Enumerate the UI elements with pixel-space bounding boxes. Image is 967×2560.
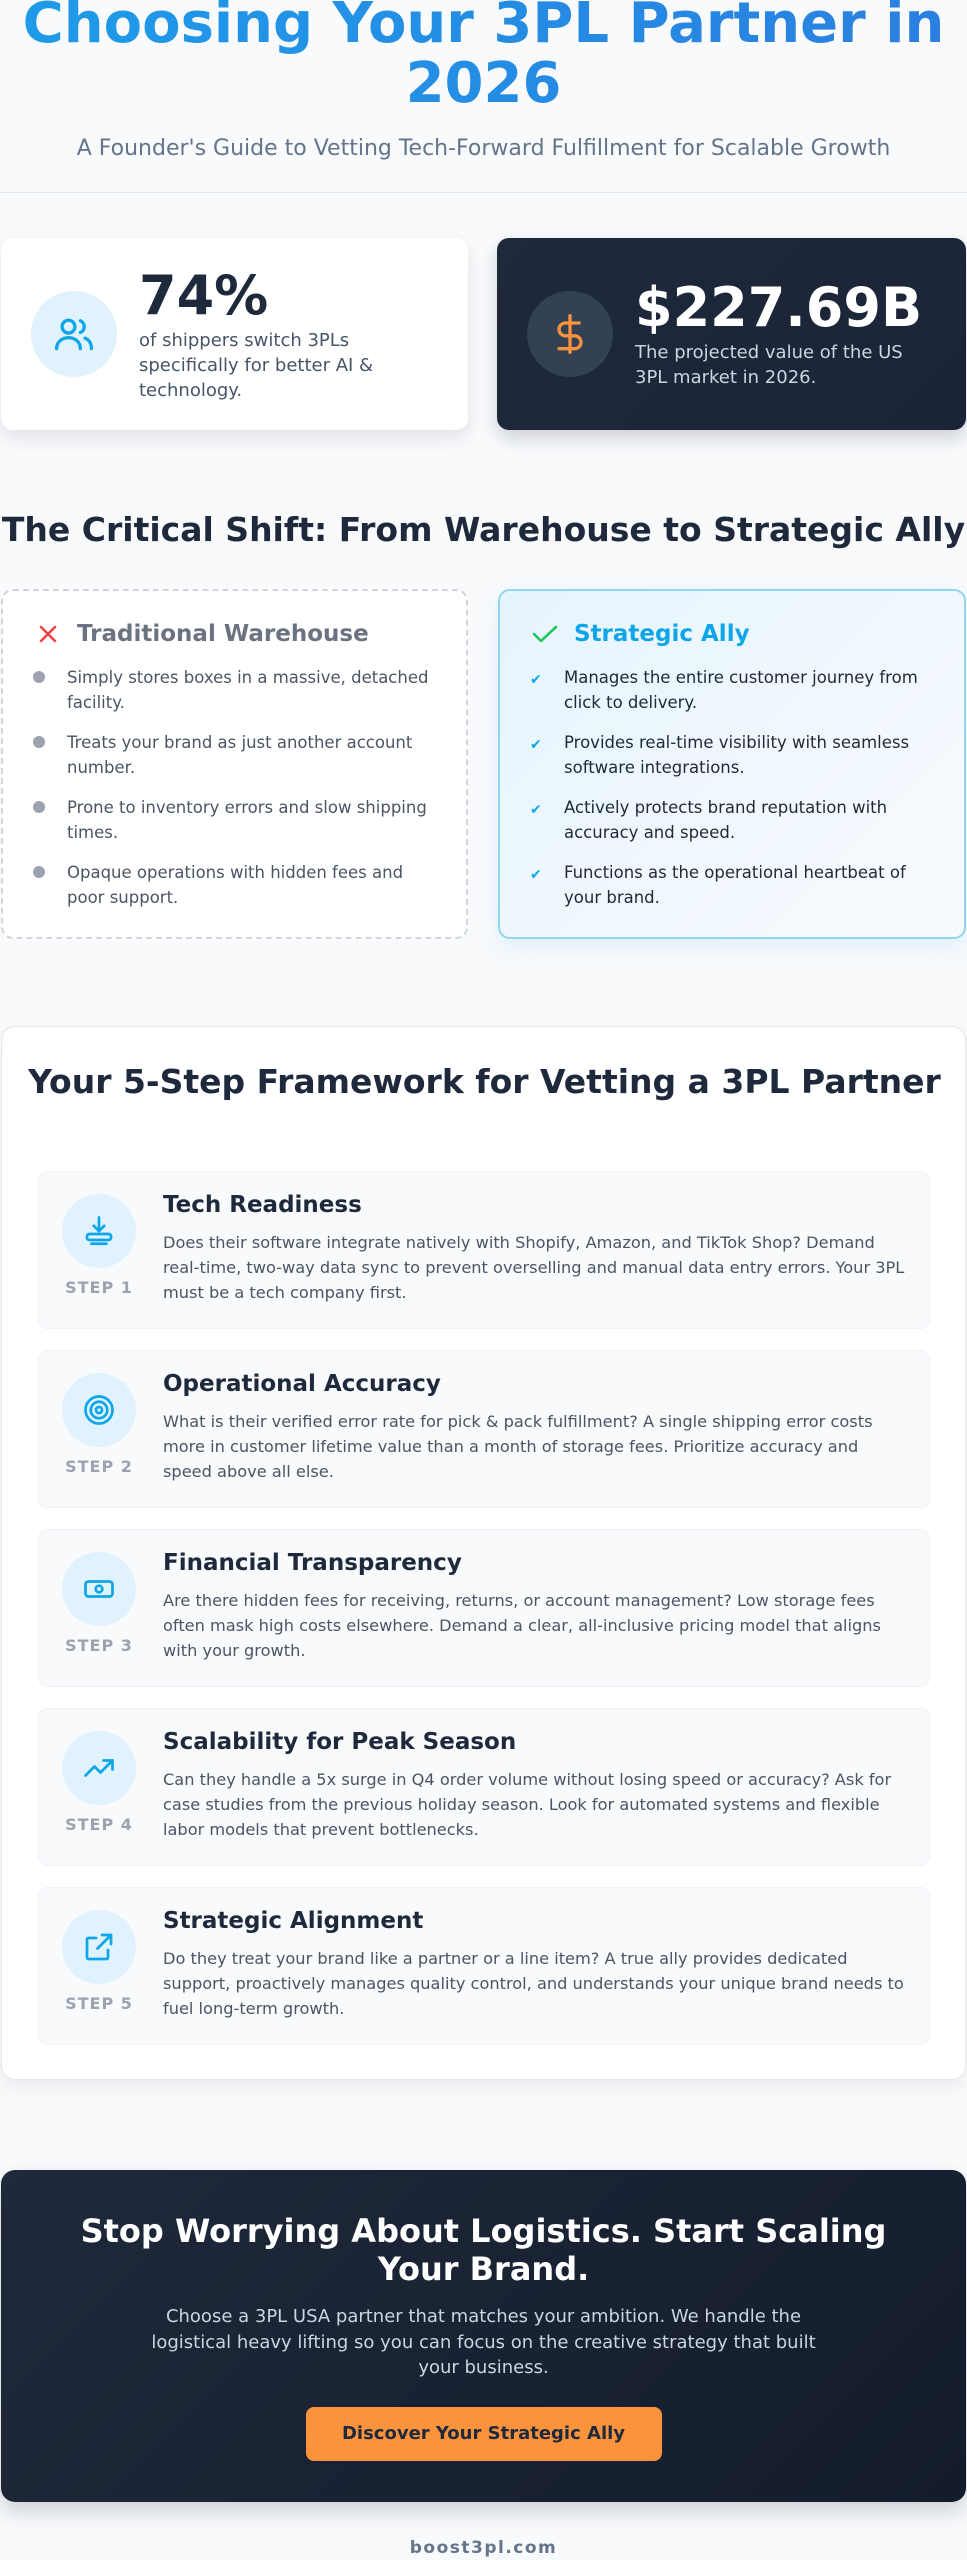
step-number: STEP 1 (65, 1278, 133, 1297)
target-icon (62, 1373, 136, 1447)
stat-card-shippers (1, 238, 468, 430)
step-title: Strategic Alignment (163, 1908, 424, 1934)
check-small-icon: ✔ (530, 802, 542, 818)
step-text: Do they treat your brand like a partner or a line item? A true ally provides dedicated support, proactively manages quality control, and understands your unique brand needs to fuel long-term growth. (163, 1949, 904, 2018)
check-small-icon: ✔ (530, 737, 542, 753)
list-item: ✔ Provides real-time visibility with seamless software integrations. (530, 733, 910, 777)
step-number: STEP 3 (65, 1636, 133, 1655)
step-text: Are there hidden fees for receiving, returns, or account management? Low storage fees often mask high costs elsewhere. Demand a clear, all-inclusive pricing model that aligns with your growth. (163, 1591, 881, 1660)
cta-title: Stop Worrying About Logistics. Start Scaling Your Brand. (80, 2212, 887, 2288)
check-small-icon: ✔ (530, 672, 542, 688)
stat-description: The projected value of the US 3PL market in 2026. (635, 342, 903, 388)
check-icon (530, 619, 560, 649)
stat-value: $227.69B (635, 276, 923, 339)
step-title: Financial Transparency (163, 1550, 462, 1576)
footer-domain[interactable]: boost3pl.com (409, 2538, 558, 2558)
list-item: ✔ Functions as the operational heartbeat of your brand. (530, 863, 906, 907)
stat-card-market (497, 238, 966, 430)
step-number: STEP 5 (65, 1994, 133, 2013)
step-card-1 (38, 1171, 930, 1329)
step-card-2 (38, 1350, 930, 1508)
discover-ally-button[interactable]: Discover Your Strategic Ally (306, 2407, 662, 2461)
step-text: What is their verified error rate for pick & pack fulfillment? A single shipping error costs more in customer lifetime value than a month of storage fees. Prioritize accuracy and speed above all else. (163, 1412, 873, 1481)
close-icon (33, 619, 63, 649)
hero-section (0, 0, 967, 161)
ally-heading-label: Strategic Ally (574, 621, 750, 647)
bullet-icon (33, 866, 45, 878)
cta-section (1, 2170, 966, 2502)
bullet-icon (33, 801, 45, 813)
traditional-heading (33, 619, 436, 649)
step-text: Can they handle a 5x surge in Q4 order volume without losing speed or accuracy? Ask for case studies from the previous holiday season. Look for automated systems and flexible labor models that prevent bottlenecks. (163, 1770, 892, 1839)
stat-value: 74% (139, 263, 269, 327)
bullet-icon (33, 736, 45, 748)
list-item: Prone to inventory errors and slow shipping times. (33, 795, 436, 845)
list-item: Simply stores boxes in a massive, detached facility. (33, 665, 436, 715)
step-card-3 (38, 1529, 930, 1687)
external-link-icon (62, 1910, 136, 1984)
step-title: Operational Accuracy (163, 1371, 441, 1397)
stat-description: of shippers switch 3PLs specifically for better AI & technology. (139, 329, 374, 401)
traditional-warehouse-card (1, 589, 468, 939)
hero-divider (0, 192, 967, 193)
check-small-icon: ✔ (530, 867, 542, 883)
list-item: ✔ Manages the entire customer journey from click to delivery. (530, 668, 918, 712)
step-text: Does their software integrate natively with Shopify, Amazon, and TikTok Shop? Demand real-time, two-way data sync to prevent overselling and manual data entry errors. Your 3PL must be a tech company first. (163, 1233, 905, 1302)
section-title-framework: Your 5-Step Framework for Vetting a 3PL Partner (28, 1062, 941, 1101)
step-title: Tech Readiness (163, 1192, 362, 1218)
page-title: Choosing Your 3PL Partner in 2026 (0, 0, 967, 114)
dollar-icon (527, 291, 613, 377)
section-title-shift: The Critical Shift: From Warehouse to Strategic Ally (1, 510, 966, 549)
ally-heading (530, 619, 934, 649)
page-subtitle: A Founder's Guide to Vetting Tech-Forward Fulfillment for Scalable Growth (76, 136, 891, 161)
traditional-list (33, 665, 436, 910)
server-sync-icon (62, 1194, 136, 1268)
cta-text: Choose a 3PL USA partner that matches your ambition. We handle the logistical heavy lifting so you can focus on the creative strategy that built your business. (151, 2306, 816, 2378)
step-number: STEP 2 (65, 1457, 133, 1476)
step-card-4 (38, 1708, 930, 1866)
users-icon (31, 291, 117, 377)
strategic-ally-card (498, 589, 966, 939)
framework-section (1, 1026, 966, 2080)
step-number: STEP 4 (65, 1815, 133, 1834)
list-item: Opaque operations with hidden fees and poor support. (33, 860, 436, 910)
traditional-heading-label: Traditional Warehouse (77, 621, 369, 647)
list-item: ✔ Actively protects brand reputation with accuracy and speed. (530, 798, 888, 842)
banknote-icon (62, 1552, 136, 1626)
list-item: Treats your brand as just another account number. (33, 730, 436, 780)
ally-list (530, 665, 934, 910)
bullet-icon (33, 671, 45, 683)
step-title: Scalability for Peak Season (163, 1729, 517, 1755)
trending-up-icon (62, 1731, 136, 1805)
step-card-5 (38, 1887, 930, 2045)
